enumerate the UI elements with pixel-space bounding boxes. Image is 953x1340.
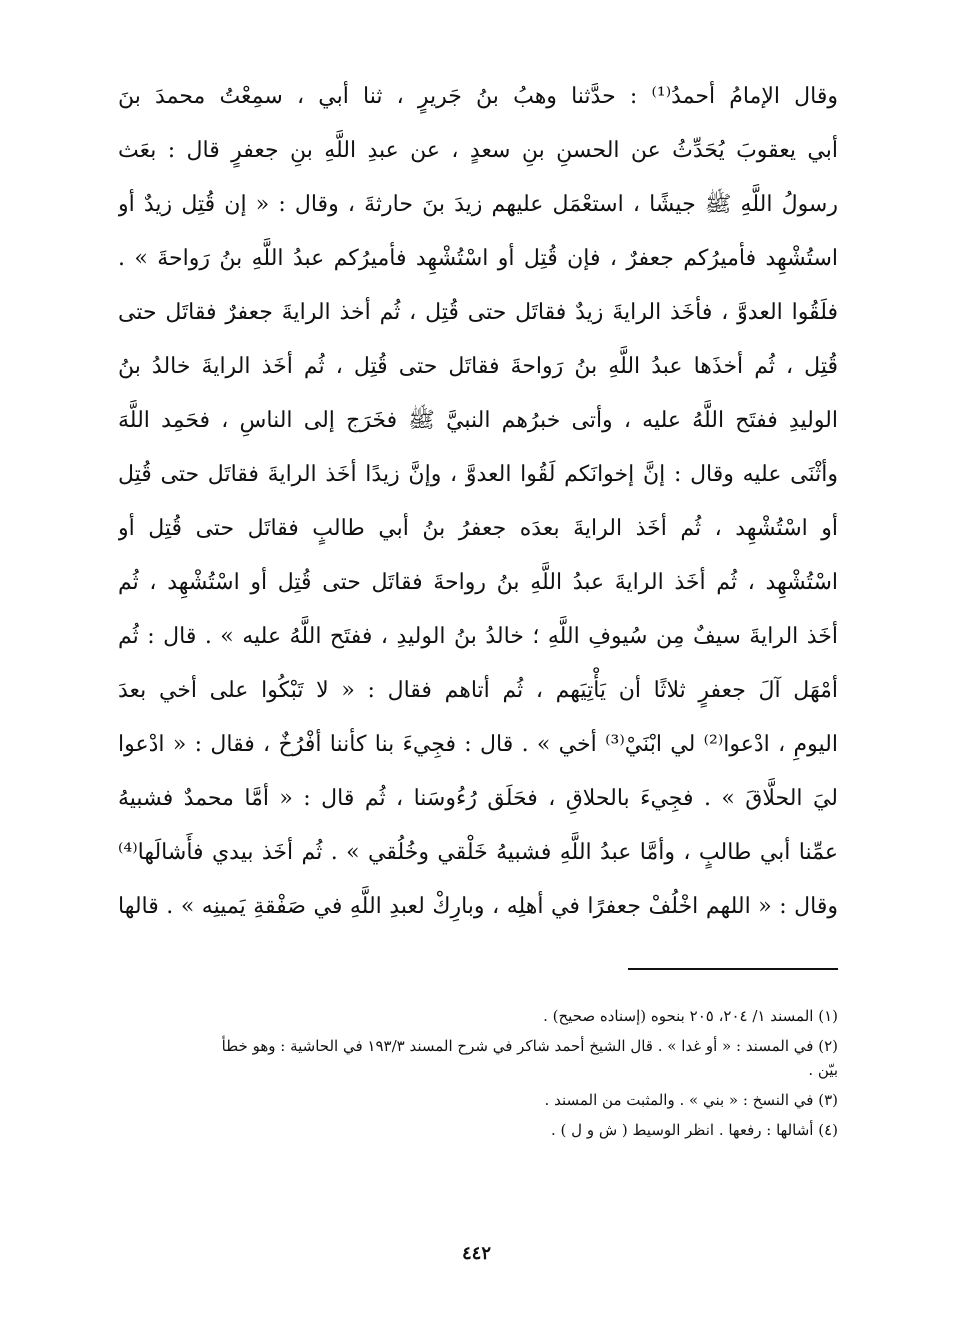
text-line: ليَ الحلَّاقَ » . فجِيءَ بالحلاقِ ، فحَلَق رُءُوسَنا ، ثُم قال : « أمَّا محمدٌ فشبيهُ xyxy=(118,786,838,811)
main-text-block xyxy=(118,70,838,934)
text-line: استُشْهِد فأميرُكم جعفرٌ ، فإن قُتِل أو اسْتُشْهِد فأميرُكم عبدُ اللَّهِ بنُ رَواحةَ » . xyxy=(118,246,838,271)
text-line: وقال الإمامُ أحمدُ⁽¹⁾ : حدَّثنا وهبُ بنُ جَريرٍ ، ثنا أبي ، سمِعْتُ محمدَ بنَ xyxy=(118,84,838,109)
text-line: أو اسْتُشْهِد ، ثُم أخَذ الرايةَ بعدَه جعفرُ بنُ أبي طالبٍ فقاتَل حتى قُتِل أو xyxy=(118,516,838,541)
text-line: أمْهَل آلَ جعفرٍ ثلاثًا أن يَأْتِيَهم ، ثُم أتاهم فقال : « لا تَبْكُوا على أخي بعدَ xyxy=(118,678,838,703)
footnote-3: (٣) في النسخ : « بني » . والمثبت من المسند . xyxy=(544,1091,838,1109)
text-line: وقال : « اللهم اخْلُفْ جعفرًا في أهلِه ، وبارِكْ لعبدِ اللَّهِ في صَفْقةِ يَمينِه » . قالها xyxy=(118,894,838,919)
text-line: رسولُ اللَّهِ ﷺ جيشًا ، استعْمَل عليهم زيدَ بنَ حارثةَ ، وقال : « إن قُتِل زيدٌ أو xyxy=(118,192,838,217)
text-line: عمِّنا أبي طالبٍ ، وأمَّا عبدُ اللَّهِ فشبيهُ خَلْقي وخُلُقي » . ثُم أخَذ بيدي فأَشالَها⁽⁴⁾ xyxy=(118,840,838,865)
text-line: اليومِ ، ادْعوا⁽²⁾ لي ابْنَيْ⁽³⁾ أخي » . قال : فجِيءَ بنا كأننا أفْرُخٌ ، فقال : « ادْعوا xyxy=(118,732,838,757)
text-line: فلَقُوا العدوَّ ، فأخَذ الرايةَ زيدٌ فقاتَل حتى قُتِل ، ثُم أخذ الرايةَ جعفرٌ فقاتَل حتى xyxy=(118,300,838,325)
text-line: وأثْنَى عليه وقال : إنَّ إخوانَكم لَقُوا العدوَّ ، وإنَّ زيدًا أخَذ الرايةَ فقاتَل حتى قُتِل xyxy=(118,462,838,487)
footnote-2-continuation: بيّن . xyxy=(808,1061,838,1079)
footnote-2: (٢) في المسند : « أو غدا » . قال الشيخ أحمد شاكر في شرح المسند ١٩٣/٣ في الحاشية : وهو خطأ xyxy=(221,1037,838,1055)
text-line: قُتِل ، ثُم أخذَها عبدُ اللَّهِ بنُ رَواحةَ فقاتَل حتى قُتِل ، ثُم أخَذ الرايةَ خالدُ بنُ xyxy=(118,354,838,379)
text-line: أبي يعقوبَ يُحَدِّثُ عن الحسنِ بنِ سعدٍ ، عن عبدِ اللَّهِ بنِ جعفرٍ قال : بعَث xyxy=(118,138,838,163)
page-number: ٤٤٢ xyxy=(461,1243,491,1264)
footnote-separator xyxy=(628,968,838,970)
text-line: اسْتُشْهِد ، ثُم أخَذ الرايةَ عبدُ اللَّهِ بنُ رواحةَ فقاتَل حتى قُتِل أو اسْتُشْهِد ، ثُم xyxy=(118,570,838,595)
footnotes-block xyxy=(118,1004,838,1142)
footnote-1: (١) المسند ١/ ٢٠٤، ٢٠٥ بنحوه (إسناده صحيح) . xyxy=(543,1007,838,1025)
text-line: الوليدِ ففتَح اللَّهُ عليه ، وأتى خبرُهم النبيَّ ﷺ فخَرَج إلى الناسِ ، فحَمِد اللَّهَ xyxy=(118,408,838,433)
footnote-4: (٤) أشالها : رفعها . انظر الوسيط ( ش و ل ) . xyxy=(551,1121,838,1139)
text-line: أخَذ الرايةَ سيفٌ مِن سُيوفِ اللَّهِ ؛ خالدُ بنُ الوليدِ ، ففتَح اللَّهُ عليه » . قال : ثُم xyxy=(118,624,838,649)
